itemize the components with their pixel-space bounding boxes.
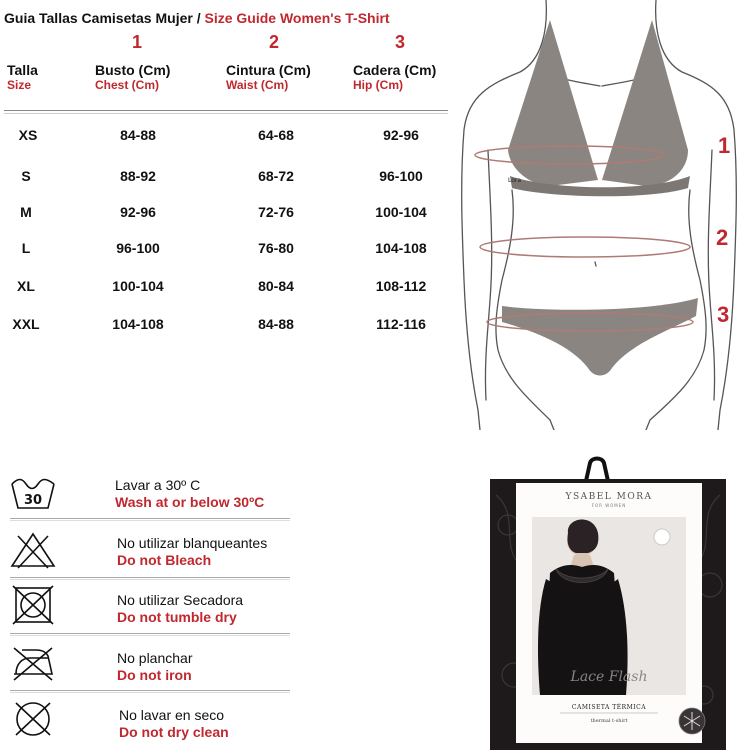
care-divider-light [10, 520, 290, 521]
header-size [7, 63, 38, 93]
header-hip-es: Cadera (Cm) [353, 62, 437, 78]
no-bleach-icon [8, 528, 58, 572]
care-divider-light [10, 579, 290, 580]
no-iron-icon [8, 640, 58, 684]
cell-hip: 92-96 [383, 127, 419, 143]
cell-waist: 72-76 [258, 204, 294, 220]
care-item-bleach [117, 535, 267, 569]
cell-waist: 76-80 [258, 240, 294, 256]
care-divider [10, 633, 290, 634]
cell-hip: 104-108 [375, 240, 427, 256]
care-tumble-en: Do not tumble dry [117, 609, 237, 625]
cell-hip: 100-104 [375, 204, 427, 220]
page-title [4, 10, 390, 26]
header-hip [353, 63, 436, 93]
cell-chest: 96-100 [116, 240, 160, 256]
package-brand: YSABEL MORA [565, 492, 653, 502]
wash-temperature: 30 [23, 493, 43, 508]
care-item-iron [117, 650, 193, 684]
garment-label: Lora [508, 177, 522, 184]
column-number-2: 2 [269, 32, 280, 52]
care-wash-es: Lavar a 30º C [115, 477, 201, 493]
package-product-en: thermal t-shirt [590, 718, 628, 724]
cell-waist: 64-68 [258, 127, 294, 143]
no-dry-clean-icon [8, 697, 58, 741]
header-size-es: Talla [7, 62, 38, 78]
marker-waist: 2 [716, 225, 729, 250]
cell-size: L [21, 240, 31, 256]
cell-chest: 84-88 [120, 127, 156, 143]
header-size-en: Size [7, 78, 32, 92]
marker-hip: 3 [717, 302, 730, 327]
care-item-wash [115, 477, 264, 511]
care-item-dryclean [119, 707, 229, 741]
cell-chest: 92-96 [120, 204, 156, 220]
cell-size: XXL [12, 316, 40, 332]
header-waist [226, 63, 311, 93]
cell-size: XL [17, 278, 35, 294]
no-tumble-dry-icon [8, 584, 58, 628]
header-waist-en: Waist (Cm) [226, 78, 289, 92]
title-es: Guia Tallas Camisetas Mujer / [4, 10, 201, 26]
care-divider [10, 690, 290, 691]
package-brand-sub: FOR WOMEN [591, 503, 627, 508]
product-package-image [490, 455, 728, 750]
care-divider [10, 518, 290, 519]
header-chest-es: Busto (Cm) [95, 62, 171, 78]
table-divider-light [4, 113, 448, 114]
header-chest-en: Chest (Cm) [95, 78, 160, 92]
marker-chest: 1 [718, 133, 731, 158]
package-script: Lace Flash [570, 669, 648, 685]
care-bleach-es: No utilizar blanqueantes [117, 535, 268, 551]
cell-waist: 68-72 [258, 168, 294, 184]
care-wash-en: Wash at or below 30ºC [115, 494, 265, 510]
waist-ring [480, 237, 690, 257]
column-number-3: 3 [395, 32, 406, 52]
cell-waist: 80-84 [258, 278, 294, 294]
care-iron-en: Do not iron [117, 667, 192, 683]
care-divider [10, 577, 290, 578]
cell-size: S [21, 168, 31, 184]
title-en: Size Guide Women's T-Shirt [204, 10, 390, 26]
column-number-1: 1 [132, 32, 143, 52]
care-dryclean-en: Do not dry clean [119, 724, 229, 740]
cell-chest: 104-108 [112, 316, 164, 332]
care-item-tumble [117, 592, 243, 626]
cell-size: XS [18, 127, 38, 143]
care-dryclean-es: No lavar en seco [119, 707, 225, 723]
care-divider-light [10, 692, 290, 693]
cell-chest: 88-92 [120, 168, 156, 184]
care-bleach-en: Do not Bleach [117, 552, 212, 568]
header-chest [95, 63, 170, 93]
cell-waist: 84-88 [258, 316, 294, 332]
care-tumble-es: No utilizar Secadora [117, 592, 244, 608]
cell-size: M [20, 204, 32, 220]
cell-hip: 112-116 [376, 316, 426, 332]
wash-30-icon [8, 470, 58, 514]
body-figure [450, 0, 746, 430]
table-divider [4, 110, 448, 111]
cell-hip: 96-100 [379, 168, 423, 184]
cell-chest: 100-104 [112, 278, 164, 294]
header-hip-en: Hip (Cm) [353, 78, 403, 92]
care-divider-light [10, 635, 290, 636]
care-iron-es: No planchar [117, 650, 193, 666]
cell-hip: 108-112 [375, 278, 427, 294]
header-waist-es: Cintura (Cm) [226, 62, 311, 78]
package-product: CAMISETA TÉRMICA [571, 704, 647, 711]
